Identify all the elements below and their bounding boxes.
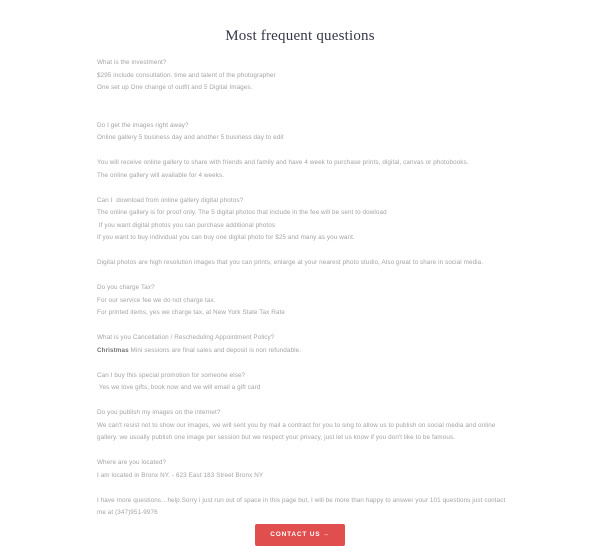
faq-block: Can I download from online gallery digital photos? The online gallery is for proof only. The 5 digital photos that include in the fee will be sent to dowload If you want digital photos you can purchase additional photos If you want to buy individual you can buy one digital photo for $25 and many as you want. xyxy=(97,196,387,241)
contact-us-label: CONTACT US xyxy=(270,530,321,538)
faq-block: Do you publish my images on the internet? We can't resist not to show our images, we will sent you by mail a contract for you to sing to allow us to publish on social media and online gallery. we usually publish one image per session but we respect your privacy, just let us know if you don't like to be famous. xyxy=(97,409,498,441)
faq-block: Digital photos are high resolution images that you can prints, enlarge at your nearest photo studio, Also great to share in social media. xyxy=(97,259,484,266)
faq-block: I have more questions…help.Sorry i just run out of space in this page but, I will be more than happy to answer your 101 questions just contact me at (347)951-9976 xyxy=(97,496,508,516)
faq-block: Where are you located? I am located in Bronx NY. - 623 East 183 Street Bronx NY xyxy=(97,459,264,479)
faq-block: You will receive online gallery to share with friends and family and have 4 week to purchase prints, digital, canvas or photobooks. The online gallery will available for 4 weeks. xyxy=(97,159,469,179)
faq-bold-text: Christmas xyxy=(97,346,129,354)
faq-list xyxy=(97,57,509,520)
contact-button-row xyxy=(0,523,600,546)
faq-block: Can I buy this special promotion for someone else? Yes we love gifts, book now and we will email a gift card xyxy=(97,371,261,391)
page-title: Most frequent questions xyxy=(225,28,375,44)
contact-us-button[interactable] xyxy=(255,524,344,546)
faq-block: Do you charge Tax? For our service fee we do not charge tax. For printed items, yes we charge tax, at New York State Tax Rate xyxy=(97,284,285,316)
faq-block: Do I get the images right away? Online gallery 5 business day and another 5 business day to edit xyxy=(97,121,284,141)
arrow-right-icon: → xyxy=(322,530,330,538)
faq-block: What is you Cancellation / Rescheduling Appointment Policy? Christmas Mini sessions are final sales and deposit is non refundable. xyxy=(97,334,302,354)
faq-block: What is the investment? $295 include consultation. time and talent of the photographer One set up One change of outfit and 5 Digital Images. xyxy=(97,59,276,91)
